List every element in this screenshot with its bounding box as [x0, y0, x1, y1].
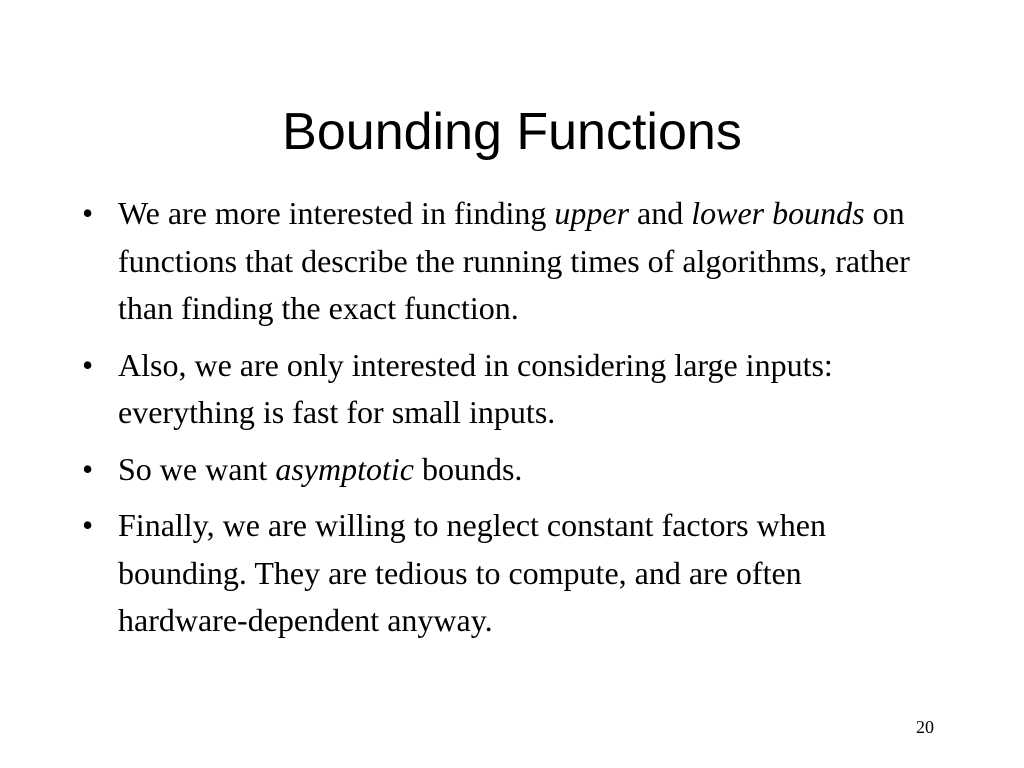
bullet-text-emphasis: lower bounds — [691, 195, 865, 231]
slide-title: Bounding Functions — [282, 103, 742, 161]
bullet-item — [80, 502, 930, 645]
bullet-text-segment: So we want — [118, 450, 276, 487]
bullet-item — [80, 190, 930, 333]
page-number: 20 — [916, 717, 934, 737]
bullet-text — [118, 195, 910, 326]
bullet-text-segment: Also, we are only interested in considering large inputs: everything is fast for small inputs. — [118, 346, 833, 430]
bullet-text — [118, 347, 833, 431]
bullet-text-segment: on functions that describe the running times of algorithms, rather than finding the exact function. — [118, 195, 910, 326]
bullet-text-emphasis: upper — [554, 195, 630, 231]
bullet-text-segment: bounds. — [413, 450, 523, 487]
bullet-text — [118, 507, 826, 638]
bullet-text-emphasis: asymptotic — [275, 450, 414, 487]
bullet-icon: • — [82, 195, 94, 231]
bullet-text-segment: and — [629, 195, 692, 231]
bullet-text — [118, 451, 522, 487]
bullet-item — [80, 342, 930, 437]
bullet-item — [80, 446, 930, 494]
bullet-list — [80, 190, 930, 654]
bullet-text-segment: Finally, we are willing to neglect constant factors when bounding. They are tedious to compute, and are often hardware-dependent anyway. — [118, 507, 826, 638]
bullet-text-segment: We are more interested in finding — [118, 195, 555, 231]
bullet-icon: • — [82, 450, 94, 487]
bullet-icon: • — [82, 507, 94, 543]
bullet-icon: • — [82, 346, 94, 383]
